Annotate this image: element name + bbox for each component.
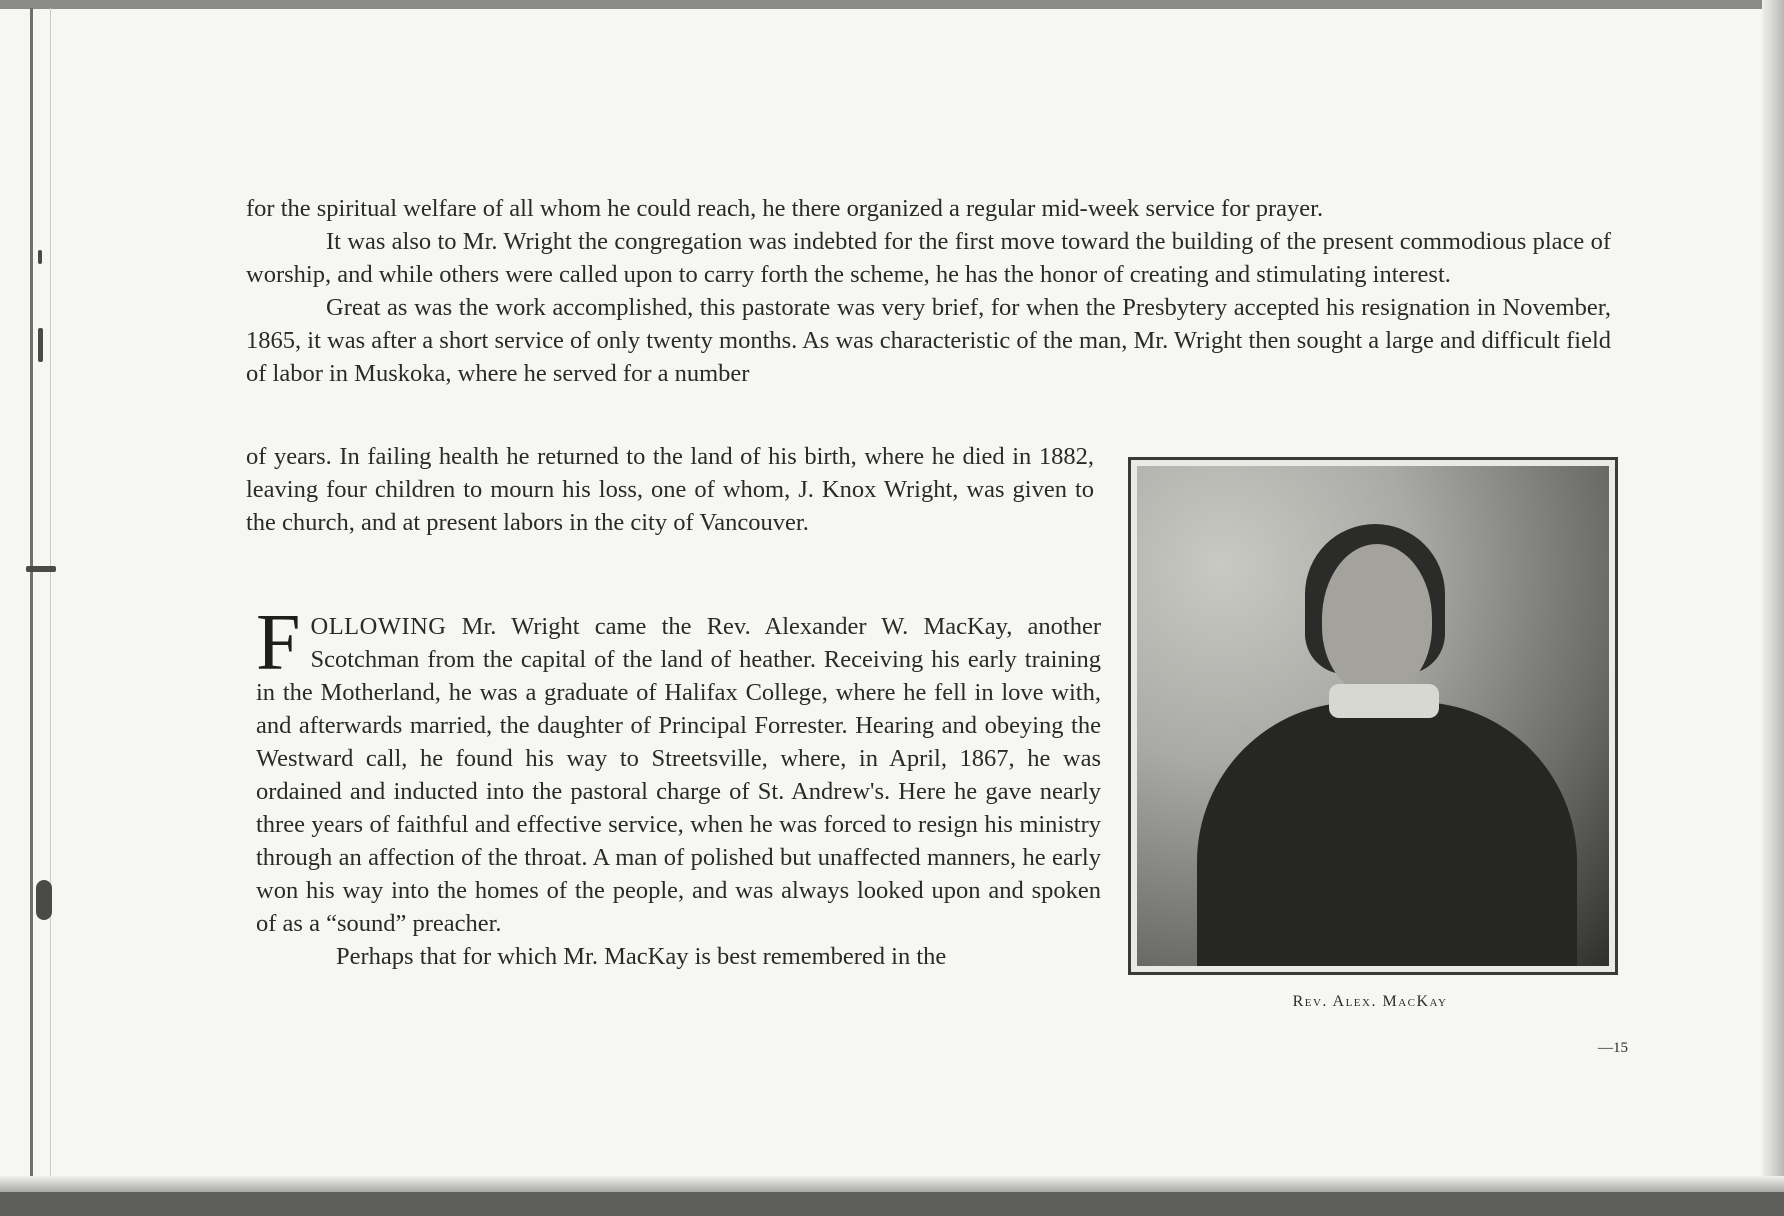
- mackay-text-block: [256, 599, 1101, 973]
- page-bottom-shadow: [0, 1176, 1784, 1192]
- wrapped-text-block: [246, 440, 1094, 539]
- portrait-figure-collar: [1329, 684, 1439, 718]
- binding-mark: [36, 880, 52, 920]
- drop-cap: F: [256, 599, 301, 687]
- lead-caps: OLLOWING: [310, 613, 447, 640]
- paragraph: of years. In failing health he returned to the land of his birth, where he died in 1882, leaving four children to mourn his loss, one of whom, J. Knox Wright, was given to the church, and at present labors in the city of Vancouver.: [246, 443, 1094, 536]
- page-right-edge: [1762, 0, 1784, 1216]
- book-gutter: [30, 8, 33, 1193]
- portrait-photo: [1137, 466, 1609, 966]
- paragraph: Great as was the work accomplished, this pastorate was very brief, for when the Presbytery accepted his resignation in November, 1865, it was after a short service of only twenty months. As was characteristic of the man, Mr. Wright then sought a large and difficult field of labor in Muskoka, where he served for a number: [246, 294, 1611, 387]
- page-top-edge: [0, 0, 1784, 9]
- portrait-figure-body: [1197, 702, 1577, 966]
- top-text-block: [246, 192, 1611, 390]
- paragraph: [256, 599, 1101, 940]
- binding-mark: [38, 328, 43, 362]
- binding-mark: [26, 566, 56, 572]
- book-gutter-shadow: [50, 8, 51, 1193]
- portrait-frame: [1128, 457, 1618, 975]
- paragraph: for the spiritual welfare of all whom he could reach, he there organized a regular mid-week service for prayer.: [246, 195, 1324, 222]
- paragraph: Perhaps that for which Mr. MacKay is best remembered in the: [336, 943, 947, 970]
- page-bottom-edge: [0, 1192, 1784, 1216]
- paragraph-body: Mr. Wright came the Rev. Alexander W. MacKay, another Scotchman from the capital of the land of heather. Receiving his early training in the Motherland, he was a graduate of Halifax College, where he fell in love with, and afterwards married, the daughter of Principal Forrester. Hearing and obeying the Westward call, he found his way to Streetsville, where, in April, 1867, he was ordained and inducted into the pastoral charge of St. Andrew's. Here he gave nearly three years of faithful and effective service, when he was forced to resign his ministry through an affection of the throat. A man of polished but unaffected manners, he early won his way into the homes of the people, and was always looked upon and spoken of as a “sound” preacher.: [256, 613, 1101, 937]
- page-number: —15: [1598, 1040, 1628, 1056]
- binding-mark: [38, 250, 42, 264]
- paragraph: It was also to Mr. Wright the congregation was indebted for the first move toward the building of the present commodious place of worship, and while others were called upon to carry forth the scheme, he has the honor of creating and stimulating interest.: [246, 228, 1611, 288]
- portrait-figure-face: [1322, 544, 1432, 694]
- portrait-caption: Rev. Alex. MacKay: [1292, 993, 1448, 1010]
